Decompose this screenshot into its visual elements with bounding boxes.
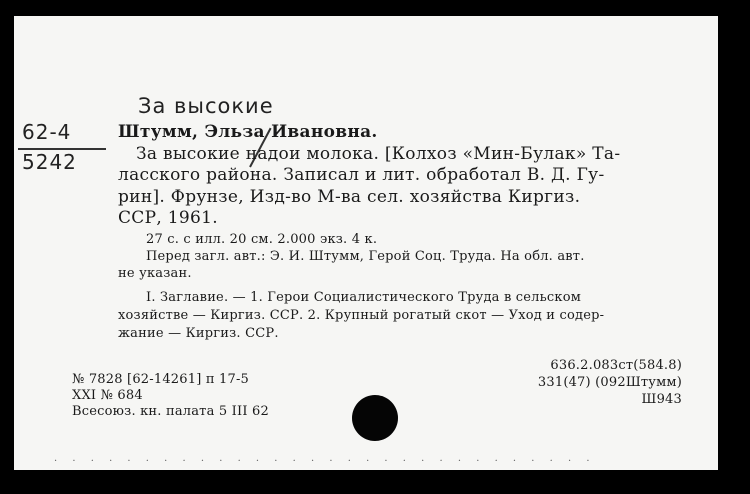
footer-series: XXI № 684 — [72, 388, 143, 403]
note-line-1: Перед загл. авт.: Э. И. Штумм, Герой Соц. Труда. На обл. авт. — [146, 249, 585, 264]
physical-description: 27 с. с илл. 20 см. 2.000 экз. 4 к. — [146, 232, 378, 247]
note-line-2: не указан. — [118, 266, 192, 281]
title-line-1: За высокие надои молока. [Колхоз «Мин-Булак» Та- — [136, 144, 621, 164]
call-number-top: 62-4 — [22, 120, 72, 144]
title-line-4: ССР, 1961. — [118, 208, 218, 228]
scan-noise: · · · · · · · · · · · · · · · · · · · · · · · · · · · · · · — [54, 456, 596, 467]
subject-line-1: I. Заглавие. — 1. Герои Социалистического Труда в сельском — [146, 290, 582, 305]
handwritten-title-note: За высокие — [138, 94, 274, 118]
card-punch-hole — [352, 395, 398, 441]
title-line-2: ласского района. Записал и лит. обработал В. Д. Гу- — [118, 165, 605, 185]
author-heading: Штумм, Эльза Ивановна. — [118, 122, 378, 142]
subject-line-3: жание — Киргиз. ССР. — [118, 326, 279, 341]
classification-bbk: 331(47) (092Штумм) — [537, 375, 682, 390]
title-line-3: рин]. Фрунзе, Изд-во М-ва сел. хозяйства Киргиз. — [118, 187, 581, 207]
call-number-bottom: 5242 — [22, 150, 77, 174]
author-mark: Ш943 — [641, 392, 682, 407]
footer-chamber: Всесоюз. кн. палата 5 III 62 — [72, 404, 269, 419]
footer-record-number: № 7828 [62-14261] п 17-5 — [72, 372, 250, 387]
classification-udc: 636.2.083ст(584.8) — [550, 358, 682, 373]
subject-line-2: хозяйстве — Киргиз. ССР. 2. Крупный рогатый скот — Уход и содер- — [118, 308, 605, 323]
